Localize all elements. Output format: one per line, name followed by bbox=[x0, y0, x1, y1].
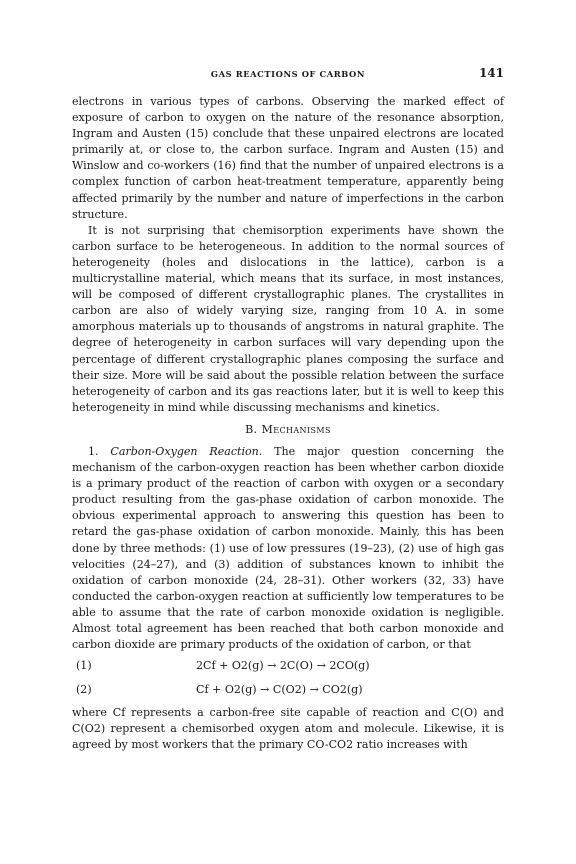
paragraph-1: electrons in various types of carbons. Observing the marked effect of exposure of carbon to oxygen on the nature of the resonance absorption, Ingram and Austen (15) conclude that these unpaired electrons are located primarily at, or close to, the carbon surface. Ingram and Austen (15) and Winslow and co-workers (16) find that the number of unpaired electrons is a complex function of carbon heat-treatment temperature, apparently being affected primarily by the number and nature of imperfections in the carbon structure. bbox=[72, 95, 504, 221]
paragraph-3-text: The major question concerning the mechanism of the carbon-oxygen reaction has been whether carbon dioxide is a primary product of the reaction of carbon with oxygen or a secondary product resulting from the gas-phase oxidation of carbon monoxide. The obvious experimental approach to answering this question has been to retard the gas-phase oxidation of carbon monoxide. Mainly, this has been done by three methods: (1) use of low pressures (19–23), (2) use of high gas velocities (24–27), and (3) addition of substances known to inhibit the oxidation of carbon monoxide (24, 28–31). Other workers (32, 33) have conducted the carbon-oxygen reaction at sufficiently low temperatures to be able to assume that the rate of carbon monoxide oxidation is negligible. Almost total agreement has been reached that both carbon monoxide and carbon dioxide are primary products of the oxidation of carbon, or that bbox=[72, 444, 505, 652]
subsection-number: 1. bbox=[88, 444, 99, 458]
equation-body: Cf + O2(g) → C(O2) → CO2(g) bbox=[196, 683, 363, 697]
paragraph-4: where Cf represents a carbon-free site capable of reaction and C(O) and C(O2) represent a chemisorbed oxygen atom and molecule. Likewise, it is agreed by most workers that the primary CO-CO2 ratio increases with bbox=[72, 706, 504, 752]
page-number: 141 bbox=[478, 66, 504, 80]
equation-number: (2) bbox=[76, 683, 92, 697]
page-header bbox=[72, 66, 504, 82]
page-body bbox=[72, 94, 504, 753]
paragraph-3 bbox=[72, 444, 504, 653]
equation-body: 2Cf + O2(g) → 2C(O) → 2CO(g) bbox=[196, 659, 370, 673]
subsection-title: Carbon-Oxygen Reaction. bbox=[110, 444, 263, 458]
running-head: GAS REACTIONS OF CARBON bbox=[210, 69, 366, 79]
paragraph-2: It is not surprising that chemisorption experiments have shown the carbon surface to be heterogeneous. In addition to the normal sources of heterogeneity (holes and dislocations in the lattice), carbon is a multicrystalline material, which means that its surface, in most instances, will be composed of different crystallographic planes. The crystallites in carbon are also of widely varying size, ranging from 10 A. in some amorphous materials up to thousands of angstroms in natural graphite. The degree of heterogeneity in carbon surfaces will vary depending upon the percentage of different crystallographic planes composing the surface and their size. More will be said about the possible relation between the surface heterogeneity of carbon and its gas reactions later, but it is well to keep this heterogeneity in mind while discussing mechanisms and kinetics. bbox=[72, 223, 504, 414]
equation-number: (1) bbox=[76, 659, 92, 673]
section-heading: B. Mechanisms bbox=[245, 422, 331, 436]
equation-2 bbox=[72, 680, 504, 701]
equation-1 bbox=[72, 656, 504, 677]
